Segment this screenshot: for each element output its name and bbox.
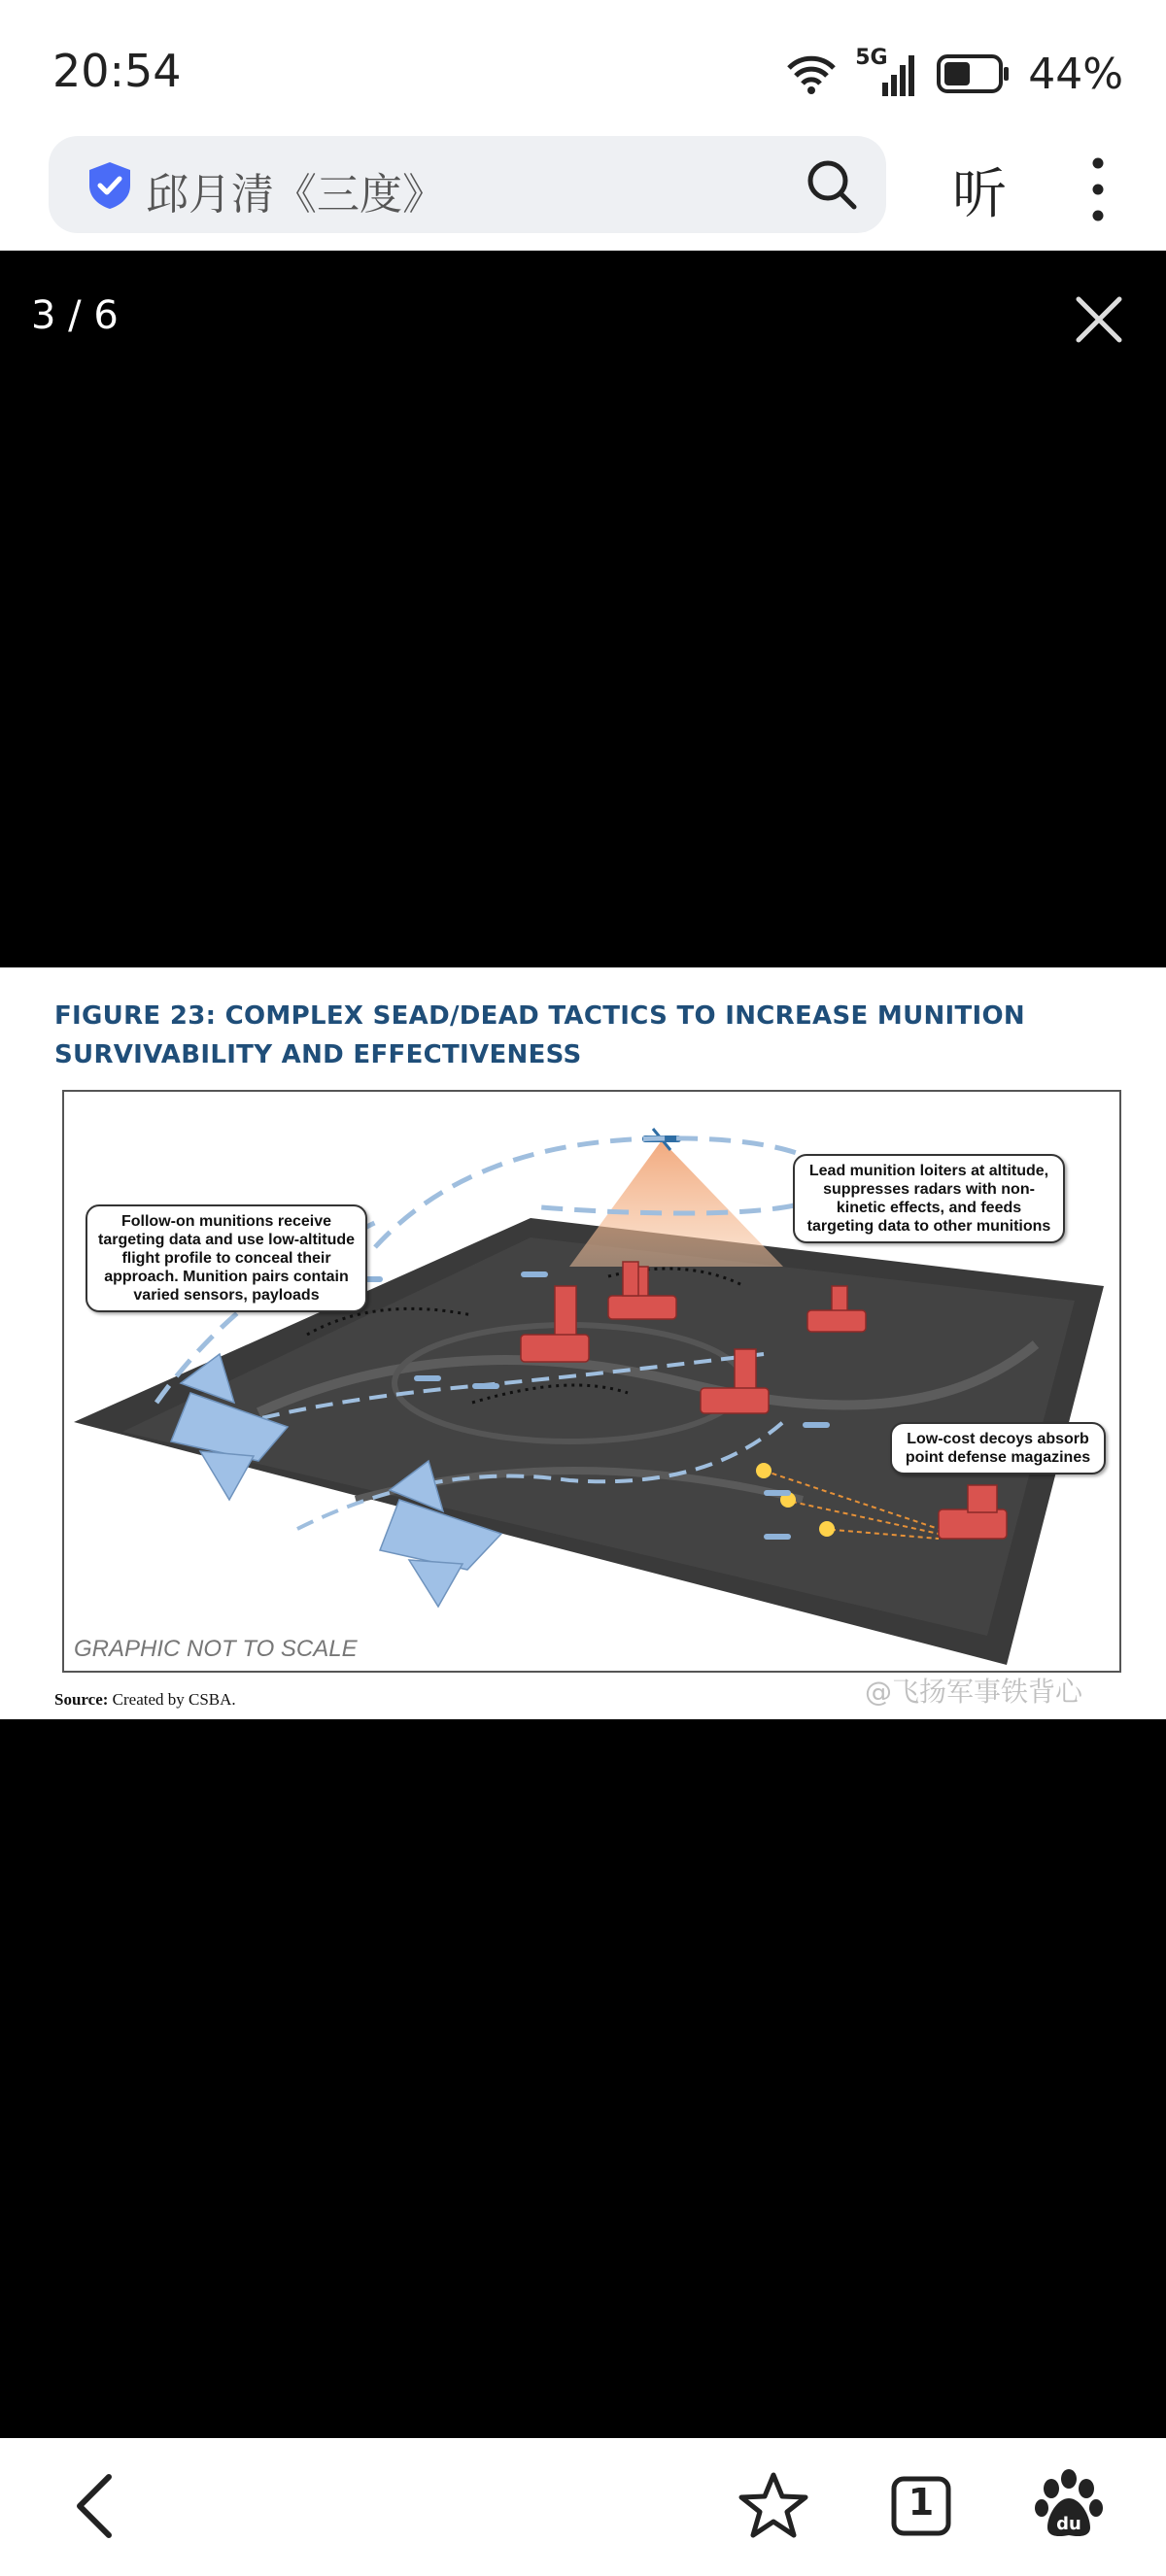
watermark: @飞扬军事铁背心 (865, 1676, 1083, 1708)
status-bar (0, 0, 1166, 136)
address-bar[interactable] (49, 136, 886, 233)
address-text[interactable]: 邱月清《三度》 (146, 170, 445, 220)
callout-lead-munition: Lead munition loiters at altitude, suppresses radars with non-kinetic effects, and feeds targeting data to other munitions (793, 1154, 1065, 1243)
figure-title: FIGURE 23: COMPLEX SEAD/DEAD TACTICS TO INCREASE MUNITION SURVIVABILITY AND EFFECTIVENESS (54, 1001, 1025, 1069)
figure-source (54, 1690, 236, 1710)
wifi-icon (785, 52, 838, 95)
browser-toolbar (0, 117, 1166, 251)
image-viewer (0, 251, 1166, 2438)
battery-icon (937, 54, 1011, 93)
figure-frame (62, 1090, 1121, 1673)
network-type: 5G (855, 46, 888, 70)
status-icons (785, 45, 1123, 103)
tabs-count: 1 (908, 2481, 935, 2524)
close-icon[interactable] (1073, 293, 1125, 346)
source-label: Source: (54, 1690, 109, 1709)
figure-image[interactable] (0, 967, 1166, 1719)
bottom-nav (0, 2438, 1166, 2576)
svg-text:du: du (1056, 2514, 1081, 2534)
radar-cone (569, 1140, 783, 1267)
status-time: 20:54 (52, 45, 182, 97)
star-icon[interactable] (735, 2467, 812, 2545)
search-icon[interactable] (805, 157, 859, 212)
shield-check-icon (86, 160, 134, 211)
page-counter: 3 / 6 (31, 293, 119, 338)
battery-percent: 44% (1028, 49, 1123, 99)
callout-decoys: Low-cost decoys absorb point defense magazines (890, 1422, 1106, 1474)
more-vertical-icon[interactable] (1079, 155, 1117, 223)
cell-signal-icon (855, 46, 919, 98)
back-icon[interactable] (58, 2467, 136, 2545)
listen-button[interactable]: 听 (952, 163, 1007, 226)
callout-follow-on-munitions: Follow-on munitions receive targeting data and use low-altitude flight profile to conceal their approach. Munition pairs contain varied sensors, payloads (86, 1204, 367, 1312)
tabs-button[interactable] (882, 2467, 960, 2545)
scale-note: GRAPHIC NOT TO SCALE (74, 1636, 358, 1662)
baidu-paw-icon[interactable] (1030, 2467, 1108, 2545)
source-text: Created by CSBA. (112, 1690, 236, 1709)
